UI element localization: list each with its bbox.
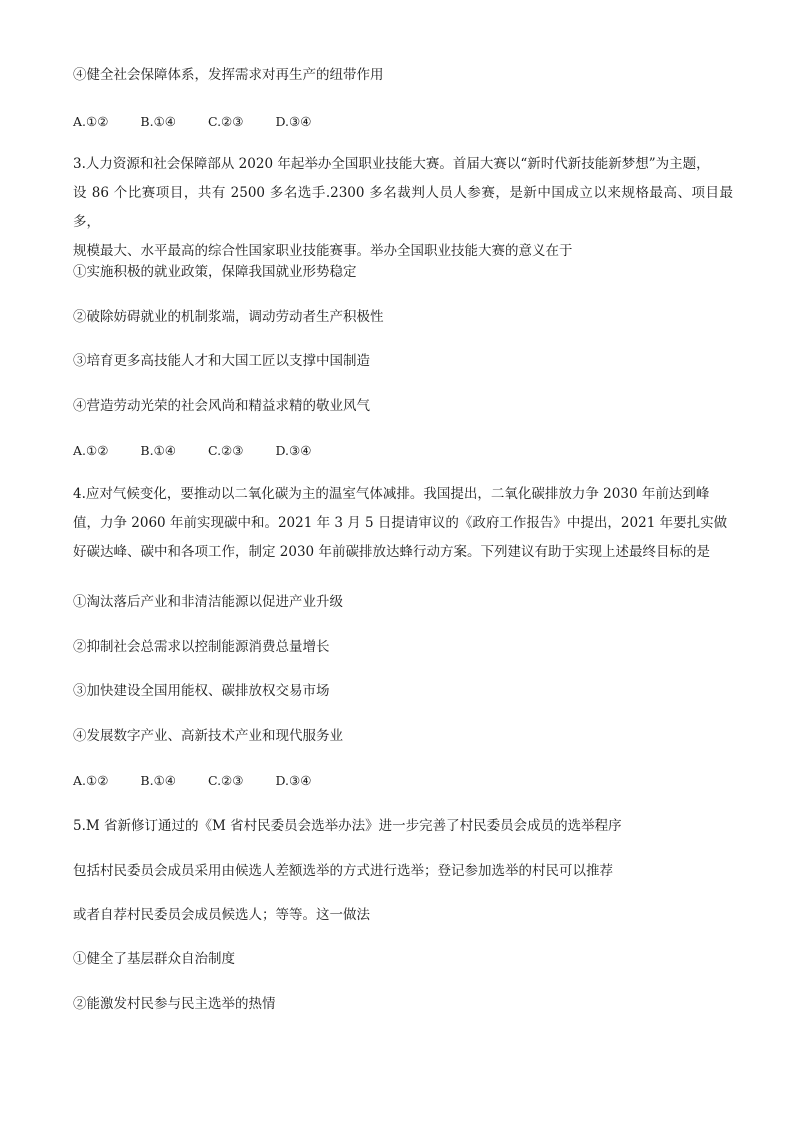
q4-option-3: ③加快建设全国用能权、碳排放权交易市场 [73,683,330,699]
q4-answer-choices [73,772,339,790]
q2-choice-c: C.②③ [207,114,244,129]
q3-choice-d: D.③④ [275,443,312,458]
q5-stem-line-2: 包括村民委员会成员采用由候选人差额选举的方式进行选举；登记参加选举的村民可以推荐 [73,863,613,879]
q3-choice-a: A.①② [73,443,109,458]
q3-answer-choices [73,442,339,460]
q5-stem-line-3: 或者自荐村民委员会成员候选人；等等。这一做法 [73,907,370,923]
q2-choice-b: B.①④ [140,114,176,129]
q4-stem-line-3: 好碳达峰、碳中和各项工作，制定 2030 年前碳排放达蜂行动方案。下列建议有助于实现上述最终目标的是 [73,544,710,560]
q4-option-1: ①淘汰落后产业和非清洁能源以促进产业升级 [73,594,343,610]
q3-stem-line-1: 3.人力资源和社会保障部从 2020 年起举办全国职业技能大赛。首届大赛以“新时代新技能新梦想”为主题， [73,156,710,172]
q3-stem-line-2: 设 86 个比赛项目，共有 2500 多名选手.2300 多名裁判人员人参赛，是新中国成立以来规格最高、项目最多， [73,185,733,230]
q3-option-2: ②破除妨碍就业的机制浆端，调动劳动者生产积极性 [73,309,384,325]
q4-choice-d: D.③④ [275,773,312,788]
q2-choice-a: A.①② [73,114,109,129]
q4-stem-line-1: 4.应对气候变化，要推动以二氧化碳为主的温室气体减排。我国提出，二氧化碳排放力争 2030 年前达到峰 [73,486,710,502]
q3-option-4: ④营造劳动光荣的社会风尚和精益求精的敬业风气 [73,398,370,414]
q5-option-1: ①健全了基层群众自治制度 [73,951,235,967]
q4-choice-b: B.①④ [140,773,176,788]
q3-stem-line-3: 规模最大、水平最高的综合性国家职业技能赛事。举办全国职业技能大赛的意义在于 [73,243,573,259]
q4-choice-c: C.②③ [207,773,244,788]
q2-answer-choices [73,113,339,131]
q4-choice-a: A.①② [73,773,109,788]
q3-option-3: ③培育更多高技能人才和大国工匠以支撑中国制造 [73,353,370,369]
q4-option-4: ④发展数字产业、高新技术产业和现代服务业 [73,728,343,744]
q3-stem [73,150,733,266]
q4-stem [73,480,733,567]
q5-stem-line-1: 5.M 省新修订通过的《M 省村民委员会选举办法》进一步完善了村民委员会成员的选举程序 [73,818,622,834]
q2-option-4: ④健全社会保障体系，发挥需求对再生产的纽带作用 [73,67,384,83]
q2-choice-d: D.③④ [275,114,312,129]
q3-choice-b: B.①④ [140,443,176,458]
q3-option-1: ①实施积极的就业政策，保障我国就业形势稳定 [73,264,357,280]
q4-stem-line-2: 值，力争 2060 年前实现碳中和。2021 年 3 月 5 日提请审议的《政府工作报告》中提出，2021 年要扎实做 [73,515,728,531]
q3-choice-c: C.②③ [207,443,244,458]
q5-option-2: ②能激发村民参与民主选举的热情 [73,996,276,1012]
q4-option-2: ②抑制社会总需求以控制能源消费总量增长 [73,639,330,655]
